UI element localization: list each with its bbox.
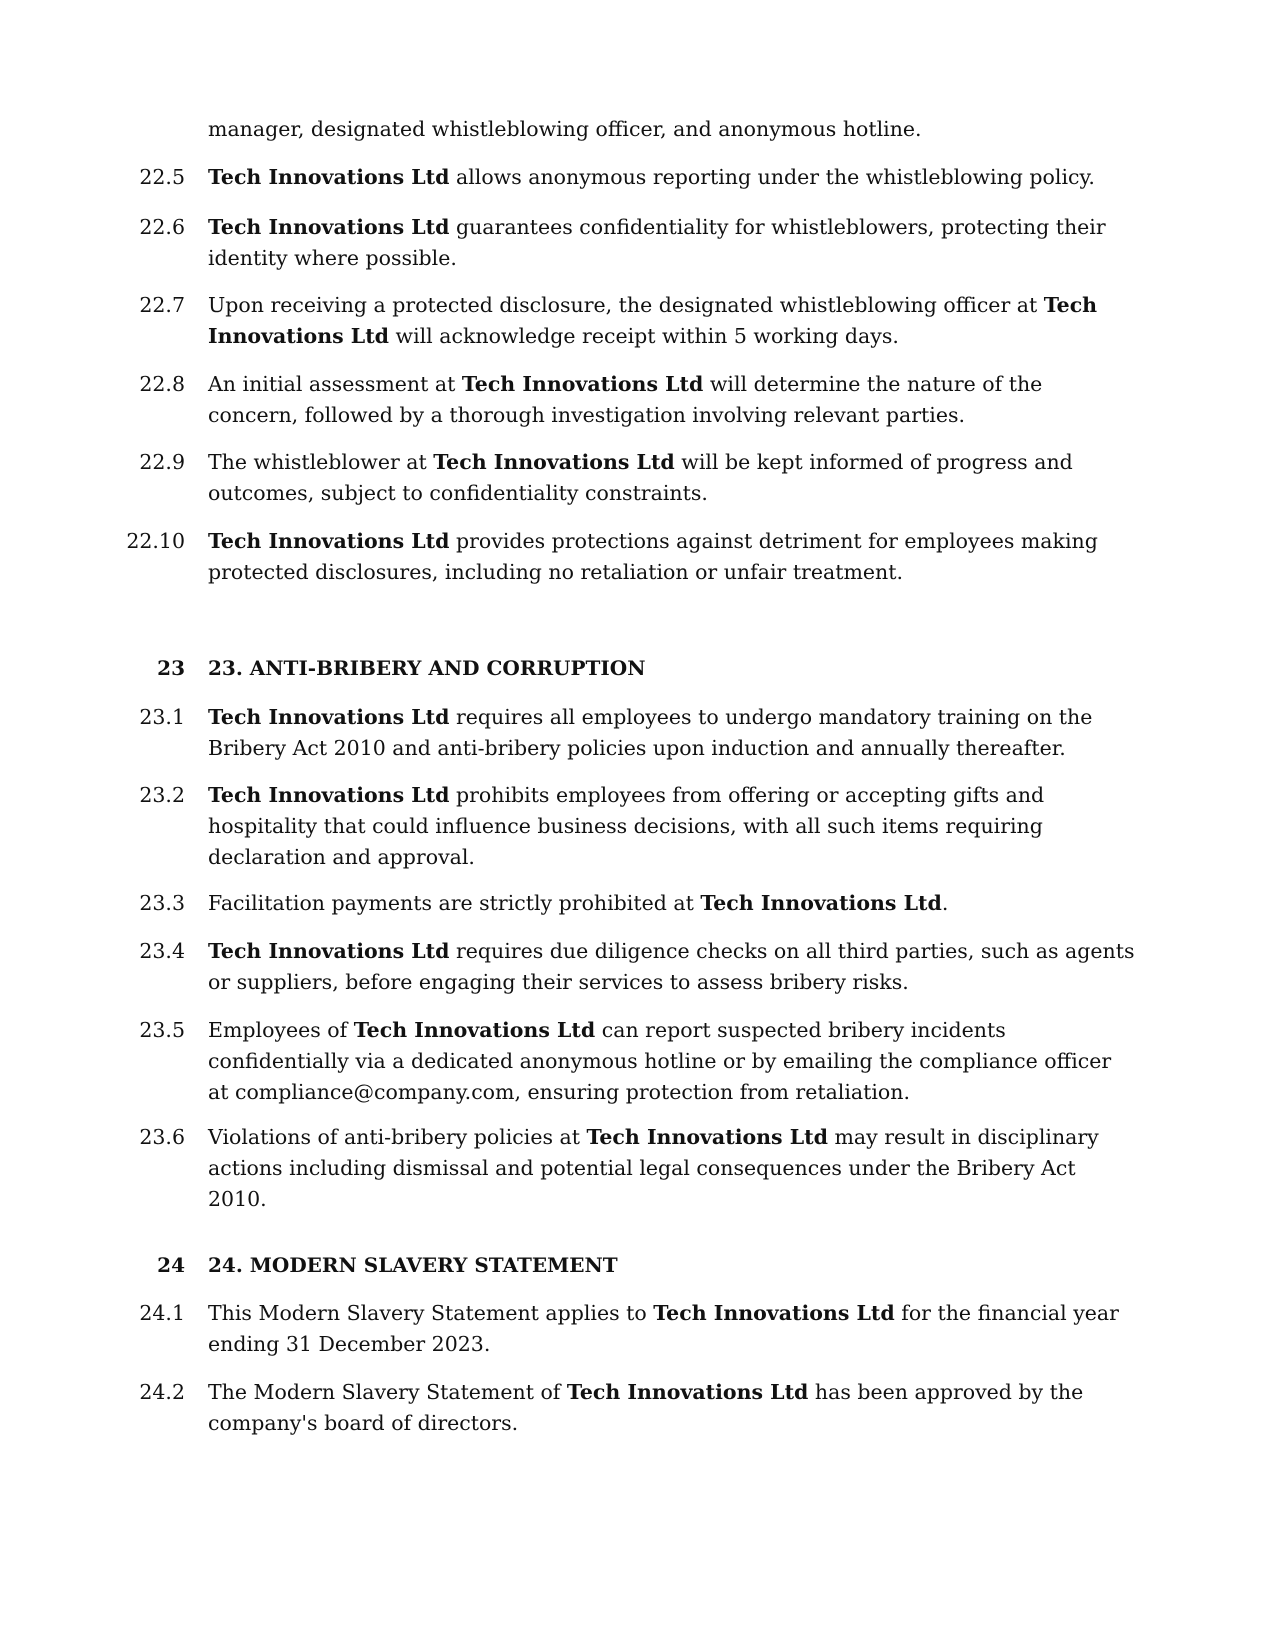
clause-text: Tech Innovations Ltd prohibits employees from offering or accepting gifts and hospitality that could influence business decisions, with all such items requiring declaration and approval. bbox=[208, 783, 1045, 869]
company-name: Tech Innovations Ltd bbox=[208, 705, 450, 729]
clause-number: 22.10 bbox=[126, 529, 185, 553]
clause-number: 23.4 bbox=[139, 939, 185, 963]
section-number: 24 bbox=[157, 1253, 185, 1277]
clause-text: An initial assessment at Tech Innovations Ltd will determine the nature of the concern, followed by a thorough investigation involving relevant parties. bbox=[208, 372, 1043, 427]
clause-text: Tech Innovations Ltd allows anonymous reporting under the whistleblowing policy. bbox=[208, 165, 1095, 189]
clause-text: manager, designated whistleblowing officer, and anonymous hotline. bbox=[208, 117, 922, 141]
company-name: Tech Innovations Ltd bbox=[208, 939, 450, 963]
clause-number: 22.5 bbox=[139, 165, 185, 189]
clause-text: Tech Innovations Ltd provides protections against detriment for employees making protected disclosures, including no retaliation or unfair treatment. bbox=[208, 529, 1098, 584]
clause-text: Tech Innovations Ltd requires due diligence checks on all third parties, such as agents or suppliers, before engaging their services to assess bribery risks. bbox=[208, 939, 1135, 994]
clause-number: 23.2 bbox=[139, 783, 185, 807]
company-name: Tech Innovations Ltd bbox=[700, 891, 942, 915]
company-name: Tech Innovations Ltd bbox=[586, 1125, 828, 1149]
clause-number: 24.2 bbox=[139, 1380, 185, 1404]
section-title: 23. ANTI-BRIBERY AND CORRUPTION bbox=[208, 656, 646, 680]
clause-number: 23.1 bbox=[139, 705, 185, 729]
company-name: Tech Innovations Ltd bbox=[653, 1301, 895, 1325]
company-name: Tech Innovations Ltd bbox=[208, 529, 450, 553]
clause-number: 22.6 bbox=[139, 215, 185, 239]
clause-number: 23.5 bbox=[139, 1018, 185, 1042]
clause-text: Upon receiving a protected disclosure, the designated whistleblowing officer at Tech Innovations Ltd will acknowledge receipt within 5 working days. bbox=[208, 293, 1098, 348]
clause-text: Tech Innovations Ltd guarantees confidentiality for whistleblowers, protecting their identity where possible. bbox=[208, 215, 1106, 270]
company-name: Tech Innovations Ltd bbox=[461, 372, 704, 396]
company-name: Tech Innovations Ltd bbox=[353, 1018, 596, 1042]
company-name: Tech Innovations Ltd bbox=[208, 783, 450, 807]
company-name: Tech Innovations Ltd bbox=[208, 165, 450, 189]
clause-text: The whistleblower at Tech Innovations Ltd will be kept informed of progress and outcomes, subject to confidentiality constraints. bbox=[208, 450, 1073, 505]
clause-text: Employees of Tech Innovations Ltd can report suspected bribery incidents confidentially via a dedicated anonymous hotline or by emailing the compliance officer at compliance@company.com, ensuring protection from retaliation. bbox=[208, 1018, 1112, 1104]
clause-number: 23.3 bbox=[139, 891, 185, 915]
company-name: Tech Innovations Ltd bbox=[208, 293, 1098, 348]
clause-text: Facilitation payments are strictly prohibited at Tech Innovations Ltd. bbox=[208, 891, 949, 915]
clause-number: 24.1 bbox=[139, 1301, 185, 1325]
section-title: 24. MODERN SLAVERY STATEMENT bbox=[208, 1253, 618, 1277]
clause-number: 22.8 bbox=[139, 372, 185, 396]
company-name: Tech Innovations Ltd bbox=[566, 1380, 809, 1404]
clause-text: This Modern Slavery Statement applies to Tech Innovations Ltd for the financial year ending 31 December 2023. bbox=[208, 1301, 1119, 1356]
clause-text: Violations of anti-bribery policies at Tech Innovations Ltd may result in disciplinary actions including dismissal and potential legal consequences under the Bribery Act 2010. bbox=[208, 1125, 1099, 1211]
clause-text: The Modern Slavery Statement of Tech Innovations Ltd has been approved by the company's board of directors. bbox=[208, 1380, 1084, 1435]
clause-number: 22.7 bbox=[139, 293, 185, 317]
clause-number: 23.6 bbox=[139, 1125, 185, 1149]
section-number: 23 bbox=[157, 656, 185, 680]
clause-number: 22.9 bbox=[139, 450, 185, 474]
clause-text: Tech Innovations Ltd requires all employees to undergo mandatory training on the Bribery Act 2010 and anti-bribery policies upon induction and annually thereafter. bbox=[208, 705, 1093, 760]
company-name: Tech Innovations Ltd bbox=[208, 215, 450, 239]
company-name: Tech Innovations Ltd bbox=[433, 450, 675, 474]
